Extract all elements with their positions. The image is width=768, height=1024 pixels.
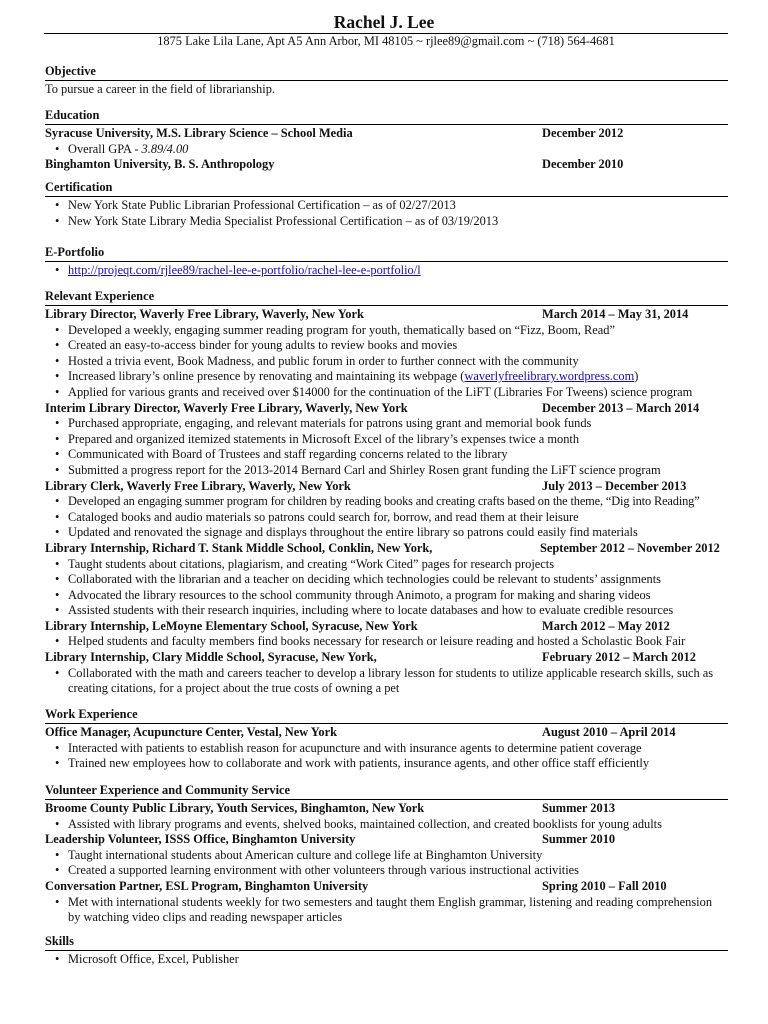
job-dates: July 2013 – December 2013 — [542, 478, 687, 493]
list-item: • Collaborated with the math and careers teacher to develop a library lesson for students to utilize applicable research skills, such as creating citations, for a project about the true costs of owning a pet — [45, 666, 728, 697]
list-item: • Hosted a trivia event, Book Madness, and public forum in order to further connect with the community — [45, 354, 728, 370]
job-title: Office Manager, Acupuncture Center, Vestal, New York — [45, 725, 337, 739]
education-entry — [45, 126, 728, 142]
bullet-list — [45, 323, 728, 401]
job-dates: December 2013 – March 2014 — [542, 400, 700, 415]
contact-line: 1875 Lake Lila Lane, Apt A5 Ann Arbor, MI 48105 ~ rjlee89@gmail.com ~ (718) 564-4681 — [157, 34, 615, 48]
job-dates: March 2012 – May 2012 — [542, 618, 670, 633]
bullet-list — [45, 142, 728, 158]
job-heading — [45, 401, 728, 417]
bullet-list — [45, 895, 728, 926]
list-item: • Advocated the library resources to the school community through Animoto, a program for making and sharing videos — [45, 588, 728, 604]
list-item: • Developed an engaging summer program for children by reading books and creating crafts based on the theme, “Dig into Reading” — [45, 494, 728, 510]
list-item: • Taught international students about American culture and college life at Binghamton University — [45, 848, 728, 864]
job-dates: Summer 2010 — [542, 832, 616, 847]
job-dates: March 2014 – May 31, 2014 — [542, 307, 689, 321]
bullet-list — [45, 198, 728, 229]
list-item: • Assisted students with their research inquiries, including where to locate databases and how to evaluate credible resources — [45, 603, 728, 619]
candidate-name: Rachel J. Lee — [333, 12, 435, 32]
job-dates: September 2012 – November 2012 — [540, 540, 720, 555]
job-dates: Spring 2010 – Fall 2010 — [542, 878, 667, 893]
job-title: Library Director, Waverly Free Library, Waverly, New York — [45, 307, 364, 321]
list-item: • Cataloged books and audio materials so patrons could search for, borrow, and read them at their leisure — [45, 510, 728, 526]
list-item: • Purchased appropriate, engaging, and relevant materials for patrons using grant and memorial book funds — [45, 416, 728, 432]
job-title: Conversation Partner, ESL Program, Binghamton University — [45, 878, 369, 893]
list-item — [45, 263, 728, 279]
list-item: • Applied for various grants and received over $14000 for the continuation of the LiFT (Libraries For Tweens) science program — [45, 385, 728, 401]
section-title: Volunteer Experience and Community Service — [45, 783, 728, 800]
gpa-value: 3.89/4.00 — [141, 141, 189, 156]
relevant-experience-section — [45, 289, 728, 697]
job-title: Library Internship, Clary Middle School, Syracuse, New York, — [45, 650, 377, 665]
bullet-text: ) — [634, 369, 639, 384]
gpa-label: Overall GPA - — [68, 141, 142, 156]
bullet-list — [45, 741, 728, 772]
entry-title: Syracuse University, M.S. Library Science – School Media — [45, 126, 353, 140]
entry-date: December 2012 — [542, 126, 624, 140]
bullet-list — [45, 848, 728, 879]
eportfolio-link[interactable]: http://projeqt.com/rjlee89/rachel-lee-e-portfolio/rachel-lee-e-portfolio/l — [68, 263, 421, 277]
section-title: Relevant Experience — [45, 289, 728, 306]
job-dates: Summer 2013 — [542, 801, 616, 815]
job-heading — [45, 879, 728, 895]
list-item: • Microsoft Office, Excel, Publisher — [45, 952, 728, 968]
list-item: • New York State Public Librarian Professional Certification – as of 02/27/2013 — [45, 198, 728, 214]
library-website-link[interactable]: waverlyfreelibrary.wordpress.com — [464, 369, 635, 384]
work-experience-section — [45, 707, 728, 772]
list-item: • Interacted with patients to establish reason for acupuncture and with insurance agents to determine patient coverage — [45, 741, 728, 757]
job-dates: August 2010 – April 2014 — [542, 725, 676, 739]
job-heading — [45, 541, 728, 557]
section-title: E-Portfolio — [45, 245, 728, 262]
list-item: • Communicated with Board of Trustees and staff regarding concerns related to the library — [45, 447, 728, 463]
job-title: Library Clerk, Waverly Free Library, Waverly, New York — [45, 478, 351, 493]
objective-section — [45, 64, 728, 98]
list-item: • Prepared and organized itemized statements in Microsoft Excel of the library’s expenses twice a month — [45, 432, 728, 448]
section-title: Objective — [45, 64, 728, 81]
job-dates: February 2012 – March 2012 — [542, 650, 696, 665]
job-heading — [45, 479, 728, 495]
job-title: Broome County Public Library, Youth Services, Binghamton, New York — [45, 801, 425, 815]
job-heading — [45, 801, 728, 817]
list-item: • Assisted with library programs and events, shelved books, maintained collection, and created booklists for young adults — [45, 817, 728, 833]
eportfolio-section — [45, 245, 728, 279]
list-item: • Updated and renovated the signage and displays throughout the entire library so patrons could easily find materials — [45, 525, 728, 541]
section-title: Education — [45, 108, 728, 125]
list-item: • Developed a weekly, engaging summer reading program for youth, thematically based on “Fizz, Boom, Read” — [45, 323, 728, 339]
volunteer-section — [45, 783, 728, 926]
job-heading — [45, 619, 728, 635]
education-section — [45, 108, 728, 173]
list-item: • Submitted a progress report for the 2013-2014 Bernard Carl and Shirley Rosen grant funding the LiFT science program — [45, 463, 728, 479]
job-heading — [45, 832, 728, 848]
section-title: Certification — [45, 180, 728, 197]
list-item: • Taught students about citations, plagiarism, and creating “Work Cited” pages for research projects — [45, 557, 728, 573]
bullet-list — [45, 494, 728, 541]
bullet-list — [45, 557, 728, 619]
list-item — [45, 142, 728, 158]
section-title: Work Experience — [45, 707, 728, 724]
education-entry — [45, 157, 728, 173]
list-item: • Created a supported learning environment with other volunteers through various instructional activities — [45, 863, 728, 879]
job-heading — [45, 650, 728, 666]
job-title: Library Internship, LeMoyne Elementary School, Syracuse, New York — [45, 618, 418, 633]
entry-date: December 2010 — [542, 157, 624, 172]
job-title: Interim Library Director, Waverly Free Library, Waverly, New York — [45, 400, 408, 415]
bullet-list — [45, 634, 728, 650]
bullet-text: Increased library’s online presence by renovating and maintaining its webpage ( — [68, 369, 465, 384]
job-title: Library Internship, Richard T. Stank Middle School, Conklin, New York, — [45, 540, 433, 555]
list-item: • Helped students and faculty members find books necessary for research or leisure reading and hosted a Scholastic Book Fair — [45, 634, 728, 650]
job-heading — [45, 725, 728, 741]
bullet-list — [45, 952, 728, 968]
list-item: • Trained new employees how to collaborate and work with patients, insurance agents, and other office staff efficiently — [45, 756, 728, 772]
section-title: Skills — [45, 934, 728, 951]
bullet-list — [45, 666, 728, 697]
bullet-list — [45, 263, 728, 279]
list-item: • Collaborated with the librarian and a teacher on deciding which technologies could be relevant to students’ assignments — [45, 572, 728, 588]
list-item: • New York State Library Media Specialist Professional Certification – as of 03/19/2013 — [45, 214, 728, 230]
objective-text: To pursue a career in the field of librarianship. — [45, 82, 275, 96]
certification-section — [45, 180, 728, 229]
list-item: • Created an easy-to-access binder for young adults to review books and movies — [45, 338, 728, 354]
bullet-list — [45, 416, 728, 478]
bullet-list — [45, 817, 728, 833]
list-item — [45, 369, 728, 385]
skills-section — [45, 934, 728, 968]
entry-title: Binghamton University, B. S. Anthropology — [45, 157, 275, 172]
list-item: • Met with international students weekly for two semesters and taught them English grammar, listening and reading comprehension by watching video clips and reading newspaper articles — [45, 895, 728, 926]
job-heading — [45, 307, 728, 323]
job-title: Leadership Volunteer, ISSS Office, Binghamton University — [45, 832, 356, 847]
